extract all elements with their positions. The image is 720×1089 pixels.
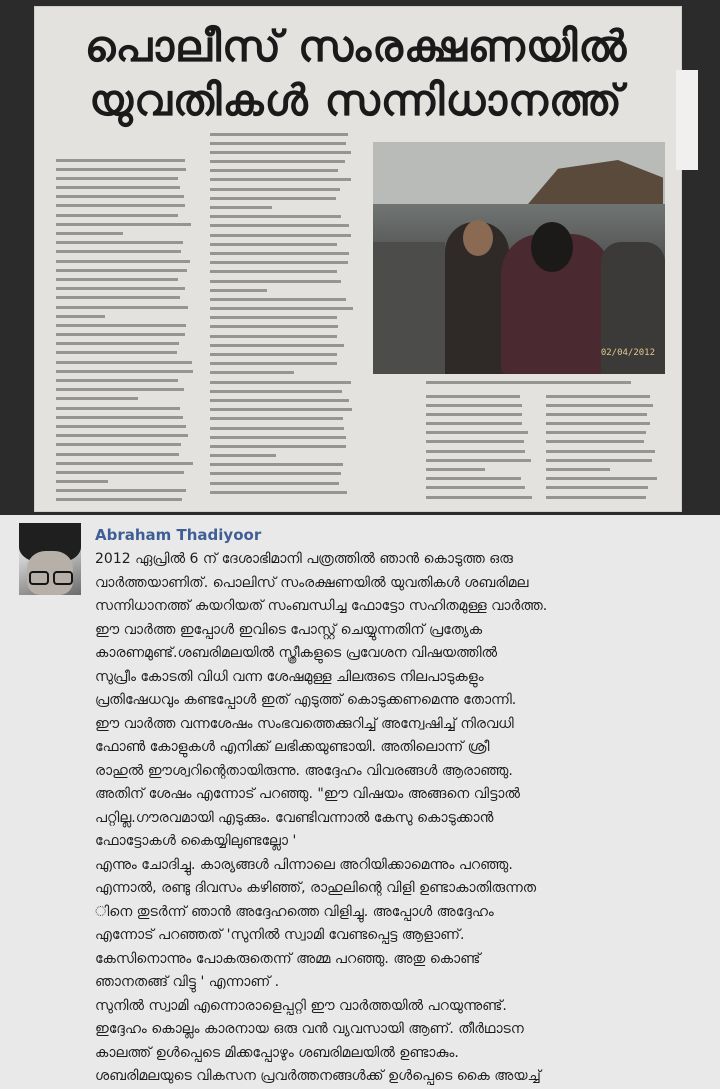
comment-text-line: ഫോൺ കോളുകൾ എനിക്ക് ലഭിക്കയുണ്ടായി. അതിലൊന്ന് ശ്രീ <box>95 739 490 755</box>
comment-text-line: എന്നാൽ, രണ്ടു ദിവസം കഴിഞ്ഞ്, രാഹുലിന്റെ വിളി ഉണ്ടാകാതിരുന്നത <box>95 880 537 896</box>
article-text-line <box>210 277 360 286</box>
article-text-line <box>56 349 198 358</box>
article-text-line <box>56 395 198 404</box>
article-text-line <box>426 401 536 410</box>
newspaper-page <box>34 6 682 512</box>
article-text-line <box>210 406 360 415</box>
article-text-line <box>56 165 198 174</box>
article-text-line <box>426 378 656 387</box>
article-text-line <box>56 432 198 441</box>
article-text-line <box>426 475 536 484</box>
comment-text-line: കേസിനൊന്നും പോകരുതെന്ന് അമ്മ പറഞ്ഞു. അതു കൊണ്ട് <box>95 950 481 967</box>
article-text-line <box>546 466 662 475</box>
comment-text-line: ശബരിമലയുടെ വികസന പ്രവർത്തനങ്ങൾക്ക് ഉൾപ്പെടെ കൈ അയച്ച് <box>95 1068 541 1084</box>
adjacent-page-edge <box>676 70 698 170</box>
article-text-line <box>426 447 536 456</box>
article-text-line <box>210 305 360 314</box>
article-text-line <box>210 332 360 341</box>
article-text-line <box>210 295 360 304</box>
article-text-line <box>210 185 360 194</box>
article-text-line <box>546 447 662 456</box>
article-text-line <box>56 404 198 413</box>
article-text-line <box>210 268 360 277</box>
article-text-line <box>56 248 198 257</box>
comment-text-line: കാലത്ത് ഉൾപ്പെടെ മിക്കപ്പോഴും ശബരിമലയിൽ ഉണ്ടാകും. <box>95 1044 459 1061</box>
article-text-line <box>56 450 198 459</box>
article-text-line <box>210 424 360 433</box>
article-text-line <box>56 441 198 450</box>
article-column-3 <box>426 392 536 502</box>
comment-text-line: ഈ വാർത്ത ഇപ്പോൾ ഇവിടെ പോസ്റ്റ് ചെയ്യുന്നതിന് പ്രത്യേക <box>95 621 483 638</box>
article-text-line <box>210 396 360 405</box>
article-text-line <box>426 429 536 438</box>
comment-text-line: സുനിൽ സ്വാമി എന്നൊരാളെപ്പറ്റി ഈ വാർത്തയിൽ പറയുന്നുണ്ട്. <box>95 997 507 1014</box>
article-text-line <box>56 275 198 284</box>
article-text-line <box>56 239 198 248</box>
article-text-line <box>56 312 198 321</box>
photo-date-stamp: 02/04/2012 <box>600 348 655 358</box>
article-text-line <box>210 167 360 176</box>
article-column-2 <box>210 130 360 498</box>
article-text-line <box>546 420 662 429</box>
article-text-line <box>426 456 536 465</box>
article-text-line <box>546 401 662 410</box>
article-text-line <box>56 459 198 468</box>
article-text-line <box>546 475 662 484</box>
article-text-line <box>56 468 198 477</box>
article-text-line <box>56 413 198 422</box>
article-text-line <box>426 484 536 493</box>
comment-text-line: രാഹുൽ ഈശ്വറിന്റെതായിരുന്നു. അദ്ദേഹം വിവരങ്ങൾ ആരാഞ്ഞു. <box>95 762 513 779</box>
post-comment <box>0 515 720 1084</box>
article-text-line <box>210 461 360 470</box>
article-text-line <box>546 410 662 419</box>
article-text-line <box>426 420 536 429</box>
article-text-line <box>56 202 198 211</box>
article-text-line <box>210 130 360 139</box>
headline-line-1: പൊലീസ് സംരക്ഷണയിൽ <box>84 22 628 72</box>
article-text-line <box>210 148 360 157</box>
comment-text-line: ിനെ തുടർന്ന് ഞാൻ അദ്ദേഹത്തെ വിളിച്ചു. അപ്പോൾ അദ്ദേഹം <box>95 903 494 920</box>
article-text-line <box>56 303 198 312</box>
article-text-line <box>210 286 360 295</box>
newspaper-clipping-image[interactable] <box>0 0 720 515</box>
article-text-line <box>56 184 198 193</box>
article-column-4 <box>546 392 662 502</box>
article-text-line <box>210 378 360 387</box>
article-text-line <box>210 433 360 442</box>
article-text-line <box>546 493 662 502</box>
article-text-line <box>56 220 198 229</box>
newspaper-headline <box>56 20 656 128</box>
comment-text-line: വാർത്തയാണിത്. പൊലിസ് സംരക്ഷണയിൽ യുവതികൾ ശബരിമല <box>95 574 529 591</box>
article-text-line <box>56 193 198 202</box>
article-text-line <box>56 358 198 367</box>
article-text-line <box>210 314 360 323</box>
article-text-line <box>210 176 360 185</box>
article-text-line <box>56 386 198 395</box>
article-text-line <box>210 360 360 369</box>
article-text-line <box>426 466 536 475</box>
article-text-line <box>426 493 536 502</box>
article-text-line <box>56 294 198 303</box>
article-text-line <box>210 341 360 350</box>
news-photo <box>373 142 665 374</box>
comment-text-line: ഞാനതങ്ങ് വിട്ടു ' എന്നാണ് . <box>95 974 280 990</box>
comment-text-line: അതിന് ശേഷം എന്നോട് പറഞ്ഞു. "ഈ വിഷയം അങ്ങനെ വിട്ടാൽ <box>95 786 520 802</box>
comment-text-line: 2012 ഏപ്രിൽ 6 ന് ദേശാഭിമാനി പത്രത്തിൽ ഞാൻ കൊടുത്ത ഒരു <box>95 551 513 567</box>
article-text-line <box>210 259 360 268</box>
comment-text-line: കാരണമുണ്ട്.ശബരിമലയിൽ സ്ത്രീകളുടെ പ്രവേശന വിഷയത്തിൽ <box>95 645 498 661</box>
article-text-line <box>56 422 198 431</box>
comment-text-line: ഇദ്ദേഹം കൊല്ലം കാരനായ ഒരു വൻ വ്യവസായി ആണ്. തീർഥാടന <box>95 1021 524 1037</box>
article-text-line <box>56 211 198 220</box>
article-text-line <box>210 323 360 332</box>
article-text-line <box>426 438 536 447</box>
article-text-line <box>210 204 360 213</box>
article-text-line <box>56 321 198 330</box>
article-text-line <box>56 340 198 349</box>
article-text-line <box>210 488 360 497</box>
comment-text-line: എന്നോട് പറഞ്ഞത് 'സുനിൽ സ്വാമി വേണ്ടപ്പെട്ട ആളാണ്. <box>95 927 465 943</box>
article-column-1 <box>56 156 198 505</box>
article-text-line <box>546 392 662 401</box>
article-text-line <box>210 351 360 360</box>
comment-text-line: ഈ വാർത്ത വന്നശേഷം സംഭവത്തെക്കുറിച്ച് അന്വേഷിച്ച് നിരവധി <box>95 715 514 732</box>
article-text-line <box>210 249 360 258</box>
article-text-line <box>210 387 360 396</box>
comment-text-line: ഫോട്ടോകൾ കൈയ്യിലുണ്ടല്ലോ ' <box>95 833 297 849</box>
photo-caption <box>426 378 656 387</box>
article-text-line <box>546 429 662 438</box>
article-text-line <box>56 156 198 165</box>
avatar[interactable] <box>19 523 81 595</box>
article-text-line <box>210 139 360 148</box>
article-text-line <box>210 452 360 461</box>
article-text-line <box>210 194 360 203</box>
article-text-line <box>56 266 198 275</box>
article-text-line <box>210 479 360 488</box>
comment-body-text <box>95 548 707 1089</box>
comment-text-line: സന്നിധാനത്ത് കയറിയത് സംബന്ധിച്ച ഫോട്ടോ സഹിതമുള്ള വാർത്ത. <box>95 598 548 614</box>
article-text-line <box>56 496 198 505</box>
headline-line-2: യുവതികൾ സന്നിധാനത്ത് <box>89 76 623 126</box>
article-text-line <box>210 231 360 240</box>
article-text-line <box>56 174 198 183</box>
comment-text-line: പ്രതിഷേധവും കണ്ടപ്പോൾ ഇത് എടുത്ത് കൊടുക്കണമെന്നു തോന്നി. <box>95 692 517 708</box>
comment-author-name[interactable]: Abraham Thadiyoor <box>95 526 262 544</box>
comment-text-line: പറ്റില്ല.ഗൗരവമായി എടുക്കും. വേണ്ടിവന്നാൽ കേസു കൊടുക്കാൻ <box>95 809 494 826</box>
article-text-line <box>546 438 662 447</box>
article-text-line <box>210 222 360 231</box>
comment-text-line: സുപ്രീം കോടതി വിധി വന്ന ശേഷമുള്ള ചിലരുടെ നിലപാടുകളും <box>95 668 484 685</box>
article-text-line <box>56 377 198 386</box>
article-text-line <box>56 367 198 376</box>
article-text-line <box>210 158 360 167</box>
article-text-line <box>426 392 536 401</box>
article-text-line <box>546 484 662 493</box>
article-text-line <box>210 240 360 249</box>
comment-text-line: എന്നും ചോദിച്ചു. കാര്യങ്ങൾ പിന്നാലെ അറിയിക്കാമെന്നും പറഞ്ഞു. <box>95 856 513 873</box>
article-text-line <box>426 410 536 419</box>
article-text-line <box>546 456 662 465</box>
article-text-line <box>210 442 360 451</box>
article-text-line <box>56 257 198 266</box>
article-text-line <box>56 285 198 294</box>
article-text-line <box>210 369 360 378</box>
article-text-line <box>56 331 198 340</box>
article-text-line <box>210 470 360 479</box>
article-text-line <box>56 487 198 496</box>
article-text-line <box>56 478 198 487</box>
article-text-line <box>210 415 360 424</box>
article-text-line <box>56 230 198 239</box>
article-text-line <box>210 213 360 222</box>
